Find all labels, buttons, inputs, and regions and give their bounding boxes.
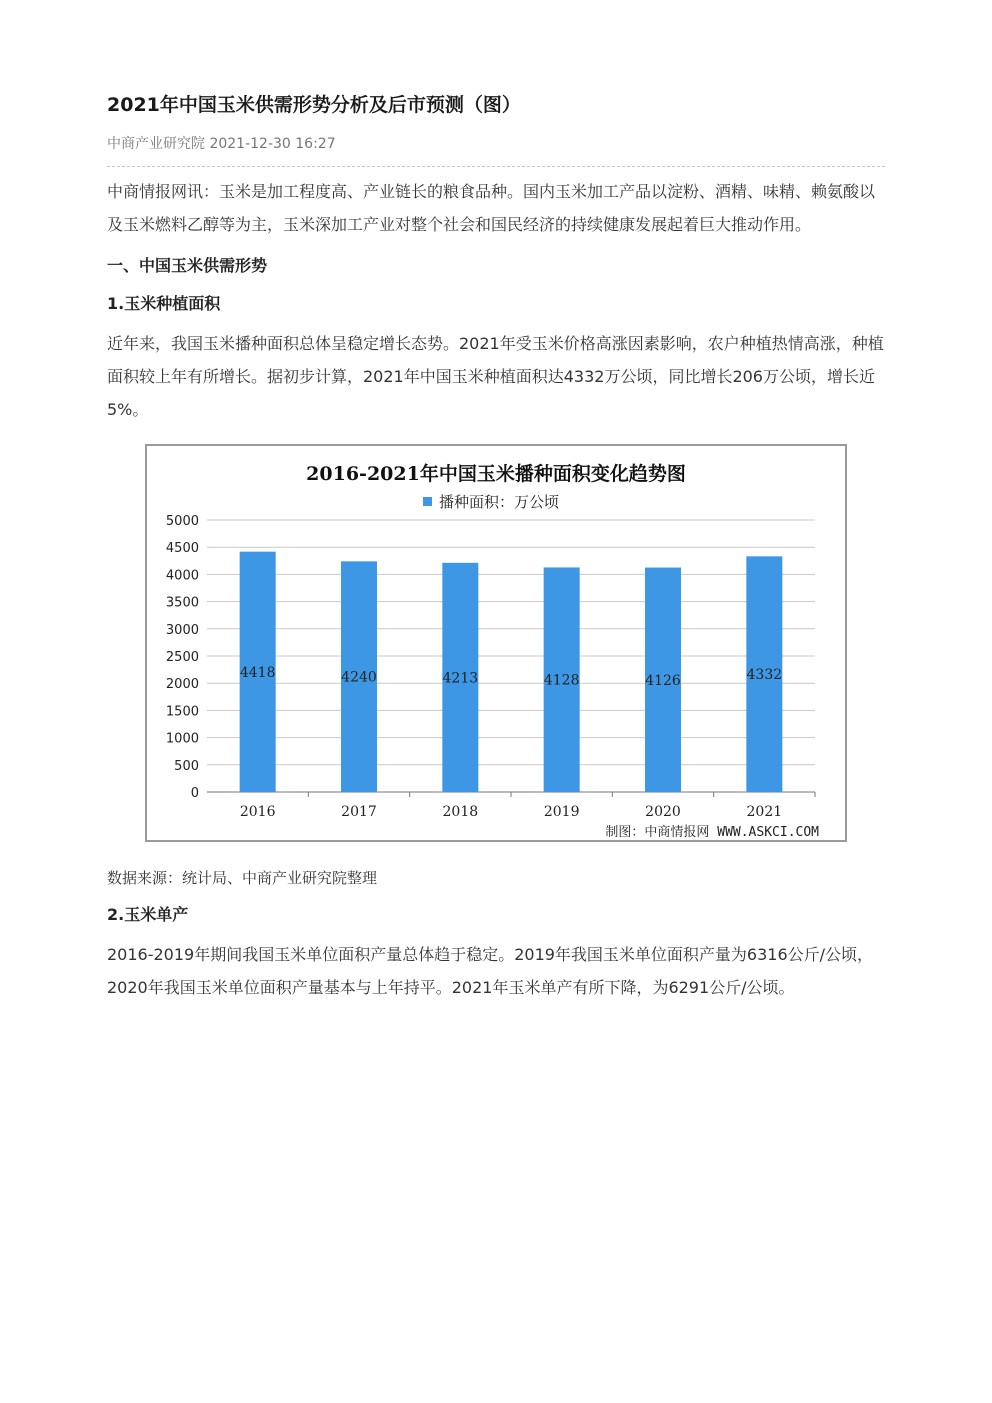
data-label: 4128 bbox=[543, 672, 580, 689]
y-tick-label: 1500 bbox=[165, 704, 199, 720]
legend-label: 播种面积：万公顷 bbox=[439, 493, 560, 511]
chart-credit: 制图：中商情报网 WWW.ASKCI.COM bbox=[605, 825, 819, 840]
y-tick-label: 5000 bbox=[165, 514, 199, 529]
y-tick-label: 4000 bbox=[165, 568, 199, 584]
x-tick-label: 2018 bbox=[442, 804, 479, 820]
data-label: 4418 bbox=[239, 664, 276, 681]
intro-paragraph: 中商情报网讯：玉米是加工程度高、产业链长的粮食品种。国内玉米加工产品以淀粉、酒精、味精、赖氨酸以及玉米燃料乙醇等为主，玉米深加工产业对整个社会和国民经济的持续健康发展起着巨大推动作用。 bbox=[107, 182, 876, 234]
y-tick-label: 1000 bbox=[165, 731, 199, 747]
data-label: 4332 bbox=[746, 667, 783, 684]
x-tick-label: 2017 bbox=[341, 804, 377, 820]
x-tick-label: 2019 bbox=[543, 804, 580, 820]
y-tick-label: 500 bbox=[174, 758, 199, 774]
data-source: 数据来源：统计局、中商产业研究院整理 bbox=[107, 869, 378, 887]
data-label: 4126 bbox=[645, 672, 681, 689]
x-tick-label: 2021 bbox=[746, 804, 783, 820]
y-tick-label: 4500 bbox=[165, 541, 199, 557]
y-tick-label: 3500 bbox=[165, 595, 199, 611]
divider bbox=[107, 166, 885, 167]
x-tick-label: 2016 bbox=[239, 804, 276, 820]
bar-chart bbox=[145, 444, 847, 842]
article bbox=[107, 90, 885, 1004]
article-meta: 中商产业研究院 2021-12-30 16:27 bbox=[107, 136, 336, 152]
y-tick-label: 2000 bbox=[165, 677, 199, 693]
y-tick-label: 2500 bbox=[165, 650, 199, 665]
y-tick-label: 0 bbox=[190, 786, 199, 801]
subsection-heading-area: 1.玉米种植面积 bbox=[107, 294, 221, 313]
data-label: 4213 bbox=[442, 670, 479, 687]
yield-paragraph: 2016-2019年期间我国玉米单位面积产量总体趋于稳定。2019年我国玉米单位面积产量为6316公斤/公顷，2020年我国玉米单位面积产量基本与上年持平。2021年玉米单产有所下降，为6291公斤/公顷。 bbox=[107, 945, 874, 997]
area-paragraph: 近年来，我国玉米播种面积总体呈稳定增长态势。2021年受玉米价格高涨因素影响，农户种植热情高涨，种植面积较上年有所增长。据初步计算，2021年中国玉米种植面积达4332万公顷，同比增长206万公顷，增长近5%。 bbox=[107, 334, 884, 419]
section-heading: 一、中国玉米供需形势 bbox=[107, 256, 268, 275]
data-label: 4240 bbox=[341, 669, 377, 686]
subsection-heading-yield: 2.玉米单产 bbox=[107, 905, 189, 924]
chart-svg bbox=[147, 446, 845, 840]
y-tick-label: 3000 bbox=[165, 622, 199, 638]
article-title: 2021年中国玉米供需形势分析及后市预测（图） bbox=[107, 94, 521, 116]
legend-swatch bbox=[423, 497, 432, 506]
chart-title: 2016-2021年中国玉米播种面积变化趋势图 bbox=[306, 463, 686, 485]
x-tick-label: 2020 bbox=[645, 804, 681, 820]
